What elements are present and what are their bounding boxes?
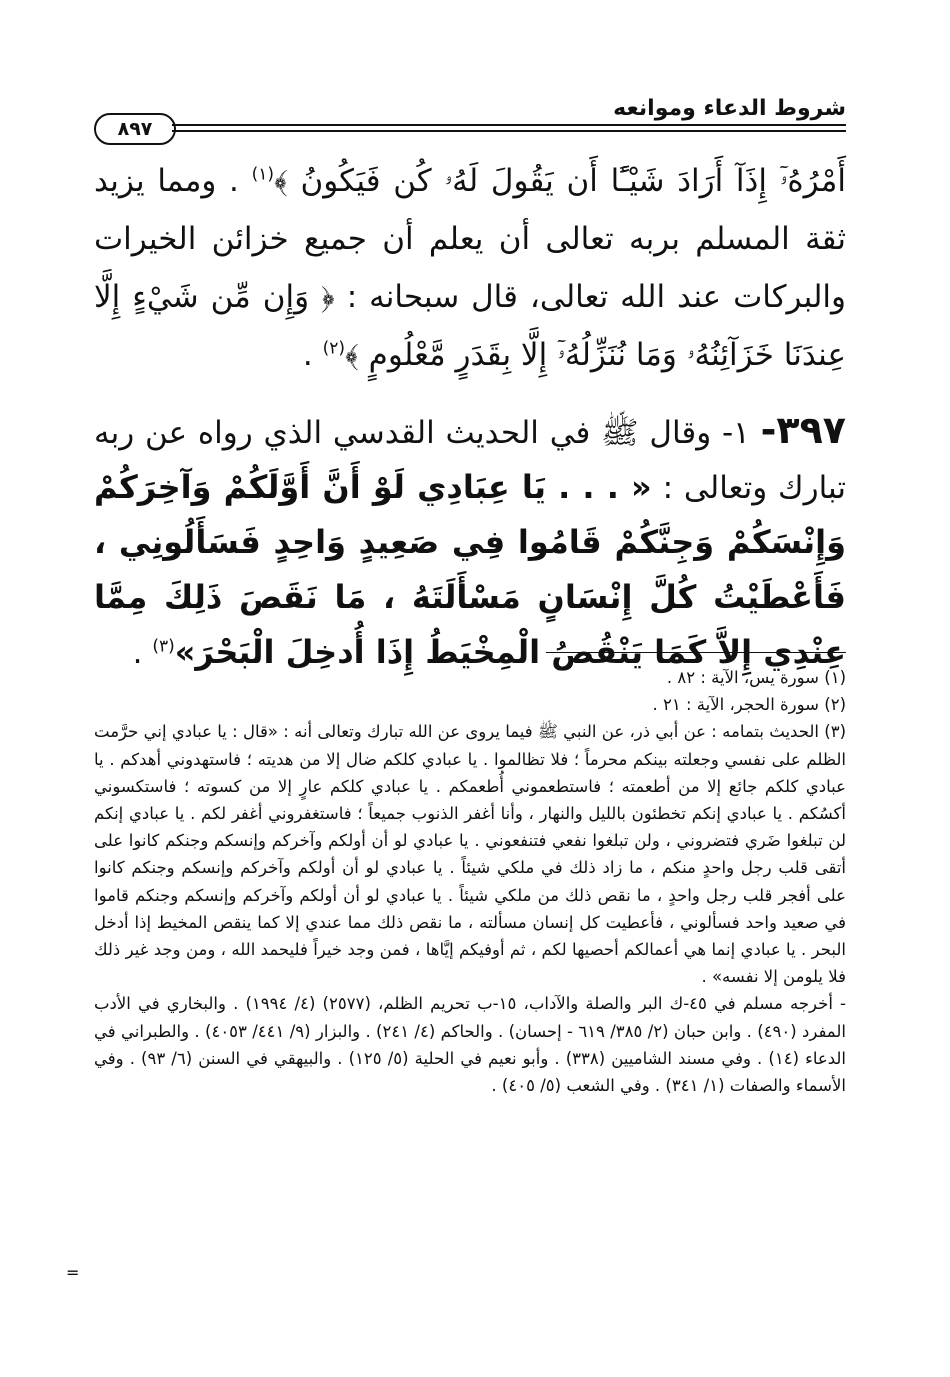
footnote-separator bbox=[546, 652, 846, 653]
paragraph-end: . bbox=[302, 337, 313, 373]
quran-ayah: ﴿ وَإِن مِّن شَيْءٍ إِلَّا عِندَنَا خَزَآئِنُهُۥ وَمَا نُنَزِّلُهُۥٓ إِلَّا بِقَدَرٍ مَّعْلُومٍ ﴾ bbox=[94, 279, 846, 373]
footnote-2: (٢) سورة الحجر، الآية : ٢١ . bbox=[652, 695, 846, 715]
footnote-ref-3[interactable]: (٣) bbox=[152, 636, 175, 657]
paragraph-text: . ومما يزيد ثقة المسلم بربه تعالى أن يعلم أن جميع خزائن الخيرات والبركات عند الله تعالى، قال سبحانه : bbox=[94, 163, 846, 315]
footnote-takhrij: - أخرجه مسلم في ٤٥-ك البر والصلة والآداب، ١٥-ب تحريم الظلم، (٢٥٧٧) (٤/ ١٩٩٤) . والبخاري في الأدب المفرد (٤٩٠) . وابن حبان (٢/ ٣٨٥/ ٦١٩ - إحسان) . والحاكم (٤/ ٢٤١) . والبزار (٩/ ٤٤١/ ٤٠٥٣) . والطبراني في الدعاء (١٤) . وفي مسند الشاميين (٣٣٨) . وأبو نعيم في الحلية (٥/ ١٢٥) . والبيهقي في السنن (٦/ ٩٣) . وفي الأسماء والصفات (١/ ٣٤١) . وفي الشعب (٥/ ٤٠٥) . bbox=[94, 994, 847, 1096]
header-rule bbox=[172, 124, 846, 132]
footnote-1: (١) سورة يس، الآية : ٨٢ . bbox=[666, 668, 846, 687]
footnote-3: (٣) الحديث بتمامه : عن أبي ذر، عن النبي ﷺ فيما يروى عن الله تبارك وتعالى أنه : «قال : يا عبادي إني حرَّمت الظلم على نفسي وجعلته بينكم محرماً ؛ فلا تظالموا . يا عبادي كلكم ضال إلا من هديته ؛ فاستهدوني أهدكم . يا عبادي كلكم جائع إلا من أطعمته ؛ فاستطعموني أُطعمكم . يا عبادي كلكم عارٍ إلا من كسوته ؛ فاستكسوني أكسُكم . يا عبادي إنكم تخطئون بالليل والنهار ، وأنا أغفر الذنوب جميعاً ؛ فاستغفروني أغفر لكم . يا عبادي إنكم لن تبلغوا ضَري فتضروني ، ولن تبلغوا نفعي فتنفعوني . يا عبادي لو أن أولكم وآخركم وإنسكم وجنكم كانوا على أتقى قلب رجل واحدٍ منكم ، ما زاد ذلك في ملكي شيئاً . يا عبادي لو أن أولكم وآخركم وإنسكم وجنكم كانوا على أفجر قلب رجل واحدٍ ، ما نقص ذلك من ملكي شيئاً . يا عبادي لو أن أولكم وآخركم وإنسكم وجنكم قاموا في صعيد واحد فسألوني ، فأعطيت كل إنسان مسألته ، ما نقص ذلك مما عندي إلا كما ينقص المخيط إذا أدخل البحر . يا عبادي إنما هي أعمالكم أحصيها لكم ، ثم أوفيكم إيَّاها ، فمن وجد خيراً فليحمد الله ، ومن وجد غير ذلك فلا يلومن إلا نفسه» . bbox=[94, 722, 846, 987]
page-number: ٨٩٧ bbox=[94, 113, 176, 145]
hadith-end: . bbox=[132, 635, 143, 671]
hadith-number: ٣٩٧- bbox=[760, 408, 847, 452]
main-paragraph bbox=[94, 152, 846, 384]
quran-ayah-tail: أَمْرُهُۥٓ إِذَآ أَرَادَ شَيْـًٔا أَن يَقُولَ لَهُۥ كُن فَيَكُونُ ﴾ bbox=[274, 163, 847, 199]
hadith-quote: « . . . يَا عِبَادِي لَوْ أَنَّ أَوَّلَكُمْ وَآخِرَكُمْ وَإِنْسَكُمْ وَجِنَّكُمْ قَامُوا فِي صَعِيدٍ وَاحِدٍ فَسَأَلُونِي ، فَأَعْطَيْتُ كُلَّ إِنْسَانٍ مَسْأَلَتَهُ ، مَا نَقَصَ ذَلِكَ مِمَّا عِنْدِي إِلاَّ كَمَا يَنْقُصُ الْمِخْيَطُ إِذَا أُدخِلَ الْبَحْرَ» bbox=[94, 468, 846, 671]
footnotes bbox=[94, 664, 846, 1099]
footnote-ref-1[interactable]: (١) bbox=[251, 164, 275, 185]
footnote-ref-2[interactable]: (٢) bbox=[322, 338, 346, 359]
hadith-intro: ١- وقال ﷺ في الحديث القدسي الذي رواه عن ربه تبارك وتعالى : bbox=[94, 415, 847, 506]
running-title: شروط الدعاء وموانعه bbox=[613, 96, 846, 121]
hadith-paragraph bbox=[94, 403, 846, 680]
margin-mark: = bbox=[66, 1263, 80, 1282]
